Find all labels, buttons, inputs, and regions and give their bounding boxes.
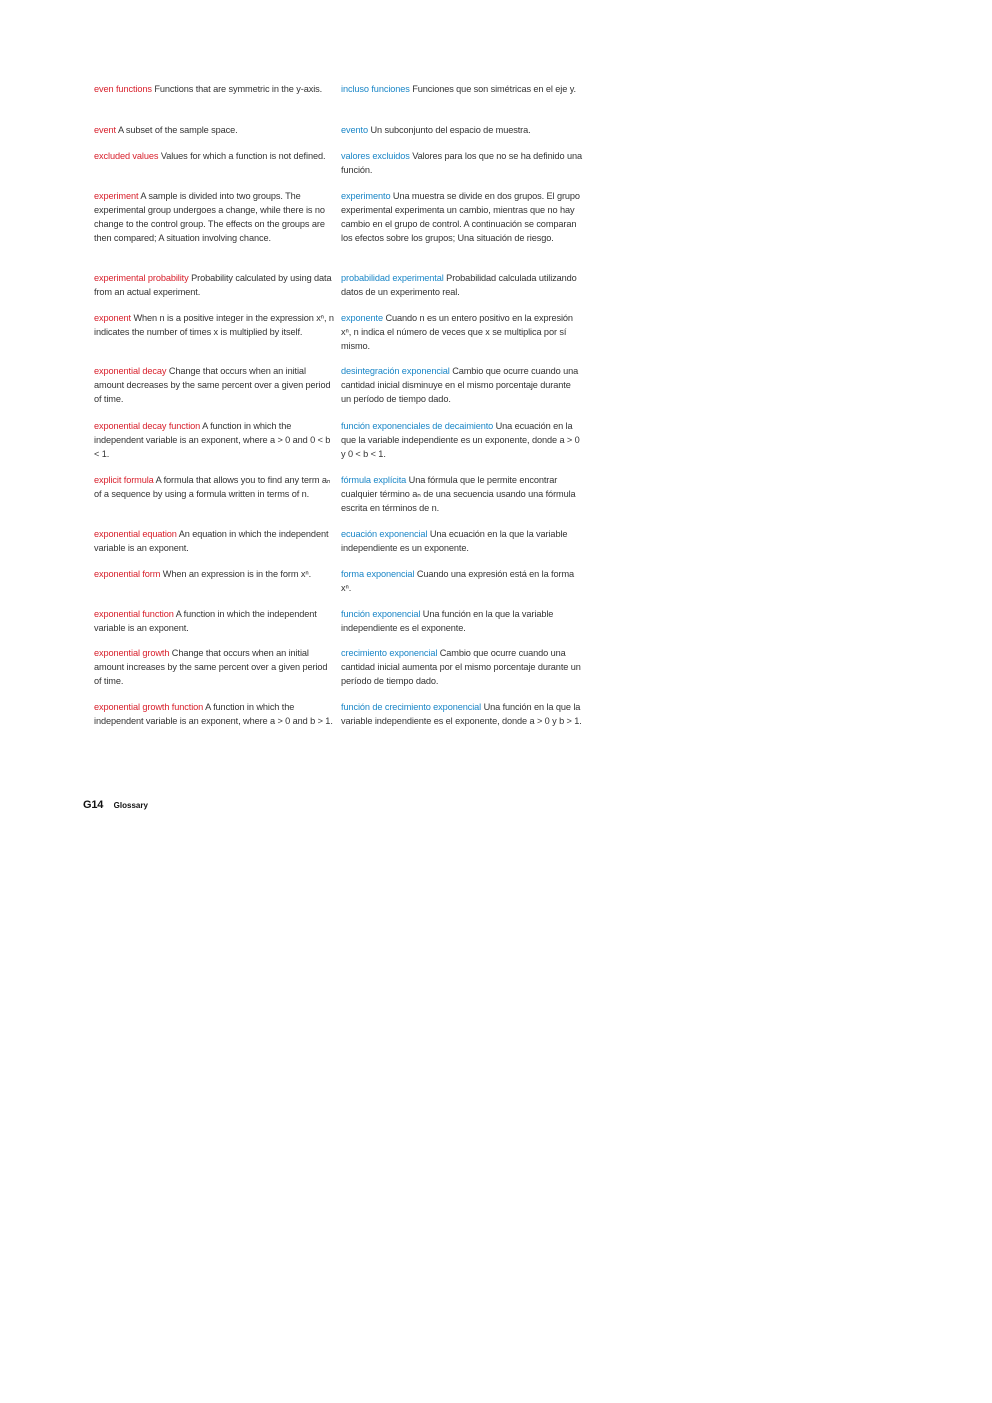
glossary-term: exponential growth function (94, 702, 204, 712)
glossary-entry-es (341, 149, 583, 177)
glossary-entry-en (94, 311, 334, 339)
glossary-entry-en (94, 567, 334, 581)
glossary-definition: Un subconjunto del espacio de muestra. (370, 125, 531, 135)
glossary-definition: Una fórmula que le permite encontrar cualquier término aₙ de una secuencia usando una fórmula escrita en términos de n. (341, 475, 576, 513)
glossary-entry-es (341, 271, 583, 299)
glossary-entry-en (94, 149, 334, 163)
glossary-entry-es (341, 527, 583, 555)
glossary-definition: Cuando una expresión está en la forma xⁿ. (341, 569, 575, 593)
glossary-entry-en (94, 527, 334, 555)
glossary-definition: Change that occurs when an initial amount increases by the same percent over a given period of time. (94, 648, 328, 686)
glossary-definition: A function in which the independent variable is an exponent. (94, 609, 317, 633)
glossary-entry-es (341, 82, 583, 96)
glossary-term: exponente (341, 313, 384, 323)
glossary-term: crecimiento exponencial (341, 648, 438, 658)
glossary-definition: A function in which the independent variable is an exponent, where a > 0 and b > 1. (94, 702, 333, 726)
glossary-entry-en (94, 189, 334, 245)
glossary-definition: Probabilidad calculada utilizando datos de un experimento real. (341, 273, 577, 297)
glossary-term: desintegración exponencial (341, 366, 450, 376)
glossary-term: explicit formula (94, 475, 154, 485)
glossary-definition: A subset of the sample space. (117, 125, 238, 135)
glossary-entry-es (341, 189, 583, 245)
glossary-term: valores excluidos (341, 151, 410, 161)
glossary-definition: Functions that are symmetric in the y-axis. (154, 84, 323, 94)
glossary-definition: Una ecuación en la que la variable independiente es un exponente. (341, 529, 568, 553)
glossary-term: exponential decay function (94, 421, 201, 431)
glossary-entry-en (94, 473, 334, 501)
glossary-entry-en (94, 607, 334, 635)
glossary-entry-es (341, 700, 583, 728)
glossary-term: event (94, 125, 116, 135)
glossary-entry-en (94, 364, 334, 406)
glossary-definition: Cuando n es un entero positivo en la expresión xⁿ, n indica el número de veces que x se multiplica por sí mismo. (341, 313, 573, 351)
glossary-entry-es (341, 607, 583, 635)
glossary-definition: When an expression is in the form xⁿ. (162, 569, 312, 579)
glossary-entry-es (341, 419, 583, 461)
glossary-entry-en (94, 646, 334, 688)
glossary-entry-es (341, 473, 583, 515)
glossary-definition: Cambio que ocurre cuando una cantidad inicial disminuye en el mismo porcentaje durante un período de tiempo dado. (341, 366, 579, 404)
glossary-entry-es (341, 123, 583, 137)
glossary-term: exponent (94, 313, 132, 323)
page-footer (83, 795, 148, 813)
glossary-term: experimento (341, 191, 391, 201)
glossary-definition: Values for which a function is not defined. (160, 151, 326, 161)
glossary-term: forma exponencial (341, 569, 415, 579)
glossary-term: función exponenciales de decaimiento (341, 421, 494, 431)
glossary-entry-es (341, 567, 583, 595)
glossary-definition: Valores para los que no se ha definido una función. (341, 151, 583, 175)
glossary-definition: Una ecuación en la que la variable independiente es un exponente, donde a > 0 y 0 < b < 1. (341, 421, 580, 459)
glossary-definition: Cambio que ocurre cuando una cantidad inicial aumenta por el mismo porcentaje durante un período de tiempo dado. (341, 648, 581, 686)
glossary-entry-en (94, 123, 334, 137)
glossary-entry-es (341, 311, 583, 353)
glossary-term: fórmula explícita (341, 475, 407, 485)
glossary-definition: A function in which the independent variable is an exponent, where a > 0 and 0 < b < 1. (94, 421, 331, 459)
glossary-definition: Probability calculated by using data from an actual experiment. (94, 273, 332, 297)
glossary-definition: An equation in which the independent variable is an exponent. (94, 529, 329, 553)
glossary-definition: A formula that allows you to find any term aₙ of a sequence by using a formula written in terms of n. (94, 475, 331, 499)
glossary-definition: Funciones que son simétricas en el eje y. (412, 84, 576, 94)
glossary-term: exponential growth (94, 648, 170, 658)
glossary-entry-es (341, 364, 583, 406)
glossary-term: even functions (94, 84, 152, 94)
glossary-term: función exponencial (341, 609, 421, 619)
section-title: Glossary (113, 801, 148, 810)
glossary-definition: Una función en la que la variable independiente es el exponente, donde a > 0 y b > 1. (341, 702, 582, 726)
glossary-term: experiment (94, 191, 139, 201)
glossary-term: incluso funciones (341, 84, 410, 94)
page-number: G14 (83, 799, 104, 811)
glossary-term: ecuación exponencial (341, 529, 428, 539)
glossary-entry-en (94, 271, 334, 299)
glossary-definition: When n is a positive integer in the expression xⁿ, n indicates the number of times x is multiplied by itself. (94, 313, 334, 337)
glossary-entry-en (94, 419, 334, 461)
glossary-definition: Una función en la que la variable independiente es el exponente. (341, 609, 554, 633)
glossary-term: exponential equation (94, 529, 177, 539)
glossary-entry-es (341, 646, 583, 688)
glossary-definition: Change that occurs when an initial amount decreases by the same percent over a given period of time. (94, 366, 331, 404)
glossary-definition: A sample is divided into two groups. The experimental group undergoes a change, while there is no change to the control group. The effects on the groups are then compared; A situation involving chance. (94, 191, 325, 243)
glossary-term: experimental probability (94, 273, 189, 283)
glossary-term: probabilidad experimental (341, 273, 444, 283)
glossary-entry-en (94, 700, 334, 728)
glossary-entry-en (94, 82, 334, 96)
glossary-term: exponential decay (94, 366, 167, 376)
glossary-term: exponential function (94, 609, 174, 619)
glossary-term: evento (341, 125, 368, 135)
glossary-term: función de crecimiento exponencial (341, 702, 482, 712)
glossary-term: exponential form (94, 569, 161, 579)
glossary-term: excluded values (94, 151, 159, 161)
glossary-definition: Una muestra se divide en dos grupos. El grupo experimental experimenta un cambio, mientras que no hay cambio en el grupo de control. A continuación se comparan los efectos sobre los grupos; Una situación de riesgo. (341, 191, 580, 243)
